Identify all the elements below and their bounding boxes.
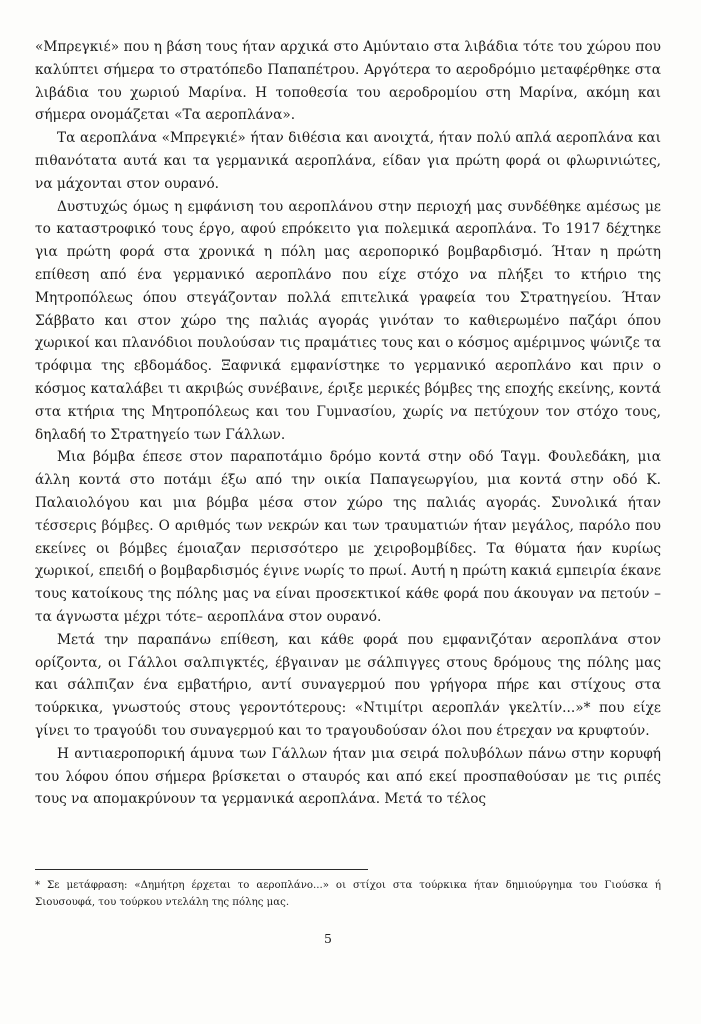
body-text [35,36,661,811]
paragraph-1: «Μπρεγκιέ» που η βάση τους ήταν αρχικά στο Αμύνταιο στα λιβάδια τότε του χώρου που καλύπτει σήμερα το στρατόπεδο Παπαπέτρου. Αργότερα το αεροδρόμιο μεταφέρθηκε στα λιβάδια του χωριού Μαρίνα. Η τοποθεσία του αεροδρομίου στη Μαρίνα, ακόμη και σήμερα ονομάζεται «Τα αεροπλάνα». [35,39,661,124]
paragraph-6: Η αντιαεροπορική άμυνα των Γάλλων ήταν μια σειρά πολυβόλων πάνω στην κορυφή του λόφου όπου σήμερα βρίσκεται ο σταυρός και από εκεί προσπαθούσαν με τις ριπές τους να απομακρύνουν τα γερμανικά αεροπλάνα. Μετά το τέλος [35,745,661,808]
footnote: * Σε μετάφραση: «Δημήτρη έρχεται το αεροπλάνο...» οι στίχοι στα τούρκικα ήταν δημιούργημα του Γιούσκα ή Σιουσουφά, του τούρκου ντελάλη της πόλης μας. [35,880,661,908]
paragraph-5: Μετά την παραπάνω επίθεση, και κάθε φορά που εμφανιζόταν αεροπλάνα στον ορίζοντα, οι Γάλλοι σαλπιγκτές, έβγαιναν με σάλπιγγες στους δρόμους της πόλης μας και σάλπιζαν ένα εμβατήριο, αντί συναγερμού που γρήγορα πήρε και στίχους στα τούρκικα, γνωστούς στους γεροντότερους: «Ντιμίτρι αεροπλάν γκελτίν...»* που είχε γίνει το τραγούδι του συναγερμού και το τραγουδούσαν όλοι που έτρεχαν να κρυφτούν. [35,631,661,739]
paragraph-3: Δυστυχώς όμως η εμφάνιση του αεροπλάνου στην περιοχή μας συνδέθηκε αμέσως με το καταστροφικό τους έργο, αφού επρόκειτο για πολεμικά αεροπλάνα. Το 1917 δέχτηκε για πρώτη φορά στα χρονικά η πόλη μας αεροπορικό βομβαρδισμό. Ήταν η πρώτη επίθεση από ένα γερμανικό αεροπλάνο που είχε στόχο να πλήξει το κτήριο της Μητροπόλεως όπου στεγάζονταν πολλά επιτελικά γραφεία του Στρατηγείου. Ήταν Σάββατο και στον χώρο της παλιάς αγοράς γινόταν το καθιερωμένο παζάρι όπου χωρικοί και πλανόδιοι πουλούσαν τις πραμάτιες τους και ο κόσμος αμέριμνος ψώνιζε τα τρόφιμα της εβδομάδος. Ξαφνικά εμφανίστηκε το γερμανικό αεροπλάνο και πριν ο κόσμος καταλάβει τι ακριβώς συνέβαινε, έριξε μερικές βόμβες της εποχής εκείνης, κοντά στα κτήρια της Μητροπόλεως και του Γυμνασίου, χωρίς να πετύχουν τον στόχο τους, δηλαδή το Στρατηγείο των Γάλλων. [35,198,661,443]
paragraph-2: Τα αεροπλάνα «Μπρεγκιέ» ήταν διθέσια και ανοιχτά, ήταν πολύ απλά αεροπλάνα και πιθανότατα αυτά και τα γερμανικά αεροπλάνα, είδαν για πρώτη φορά οι φλωρινιώτες, να μάχονται στον ουρανό. [35,130,661,192]
footnote-divider [35,869,368,870]
paragraph-4: Μια βόμβα έπεσε στον παραποτάμιο δρόμο κοντά στην οδό Ταγμ. Φουλεδάκη, μια άλλη κοντά στο ποτάμι έξω από την οικία Παπαγεωργίου, μια κοντά στην οδό Κ. Παλαιολόγου και μια βόμβα μέσα στον χώρο της παλιάς αγοράς. Συνολικά ήταν τέσσερις βόμβες. Ο αριθμός των νεκρών και των τραυματιών ήταν μεγάλος, παρόλο που εκείνες οι βόμβες έμοιαζαν περισσότερο με χειροβομβίδες. Τα θύματα ήαν κυρίως χωρικοί, επειδή ο βομβαρδισμός έγινε νωρίς το πρωί. Αυτή η πρώτη κακιά εμπειρία έκανε τους κατοίκους της πόλης μας να είναι προσεκτικοί κάθε φορά που άκουγαν να πετούν –τα άγνωστα μέχρι τότε– αεροπλάνα στον ουρανό. [35,449,661,625]
page-number: 5 [324,931,332,946]
